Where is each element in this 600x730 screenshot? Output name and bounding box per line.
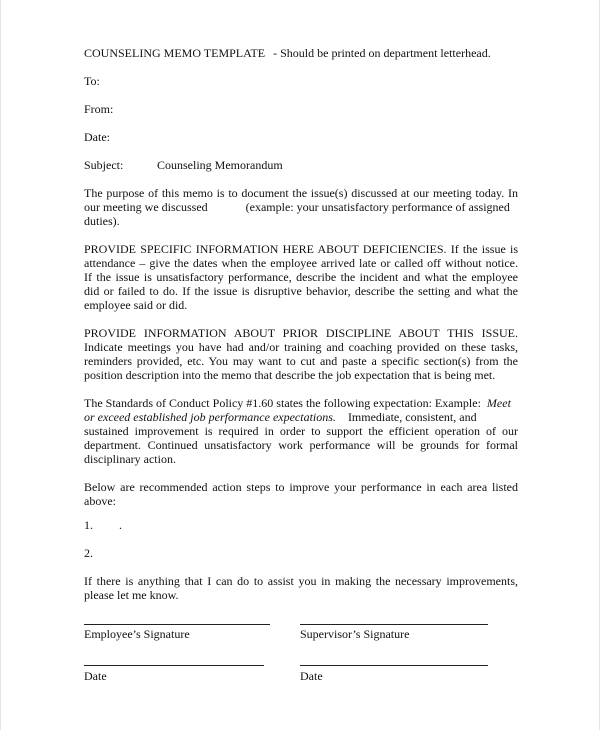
step-2-number: 2. [84,546,93,560]
memo-title: COUNSELING MEMO TEMPLATE [84,46,266,60]
step-1-number: 1. [84,518,93,532]
text-line: reminders provided, etc. You may want to cut and paste a specific section(s) from the [84,354,518,368]
text-line: PROVIDE INFORMATION ABOUT PRIOR DISCIPLINE ABOUT THIS ISSUE. [84,326,518,340]
assistance-paragraph [84,574,518,602]
text-line: attendance – give the dates when the employee arrived late or called off without notice. [84,256,518,270]
to-field-label: To: [84,74,100,88]
text-line: The Standards of Conduct Policy #1.60 states the following expectation: Example: [84,396,481,410]
step-1-text: . [119,518,122,532]
employee-signature-line [84,624,270,625]
employee-date-line [84,665,264,666]
action-steps-paragraph [84,480,518,508]
from-field-label: From: [84,102,114,116]
memo-header-note: - Should be printed on department letterhead. [273,46,491,60]
text-line: duties). [84,214,120,228]
text-line: disciplinary action. [84,452,176,466]
text-line: Below are recommended action steps to improve your performance in each area listed [84,480,518,494]
supervisor-date-label: Date [300,669,323,683]
subject-field-value: Counseling Memorandum [157,158,283,172]
supervisor-signature-label: Supervisor’s Signature [300,627,410,641]
employee-signature-label: Employee’s Signature [84,627,190,641]
deficiencies-paragraph [84,242,518,312]
subject-field-label: Subject: [84,158,124,172]
text-line-mixed [84,410,518,424]
text-line: our meeting we discussed [84,200,208,214]
text-line-with-blank [84,200,518,214]
memo-header [84,46,491,60]
text-line: department. Continued unsatisfactory work performance will be grounds for formal [84,438,518,452]
purpose-paragraph [84,186,518,228]
text-line: If the issue is unsatisfactory performance, describe the incident and what the employee [84,270,518,284]
text-line: above: [84,494,116,508]
text-line: please let me know. [84,588,179,602]
text-line-mixed [84,396,518,410]
text-line: If there is anything that I can do to assist you in making the necessary improvements, [84,574,518,588]
supervisor-signature-line [300,624,488,625]
text-line: Indicate meetings you have had and/or training and coaching provided on these tasks, [84,340,518,354]
text-line: sustained improvement is required in order to support the efficient operation of our [84,424,518,438]
text-line: Immediate, consistent, and [347,410,477,424]
italic-text: or exceed established job performance expectations. [84,410,336,424]
date-field-label: Date: [84,130,110,144]
text-line: employee said or did. [84,298,188,312]
employee-date-label: Date [84,669,107,683]
text-line: position description into the memo that describe the job expectation that is being met. [84,368,496,382]
standards-paragraph [84,396,518,466]
text-line: did or failed to do. If the issue is disruptive behavior, describe the setting and what the [84,284,518,298]
text-line: The purpose of this memo is to document the issue(s) discussed at our meeting today. In [84,186,518,200]
supervisor-date-line [300,665,488,666]
text-line: (example: your unsatisfactory performance of assigned [245,200,510,214]
italic-text: Meet [486,396,511,410]
prior-discipline-paragraph [84,326,518,382]
text-line: PROVIDE SPECIFIC INFORMATION HERE ABOUT DEFICIENCIES. If the issue is [84,242,518,256]
